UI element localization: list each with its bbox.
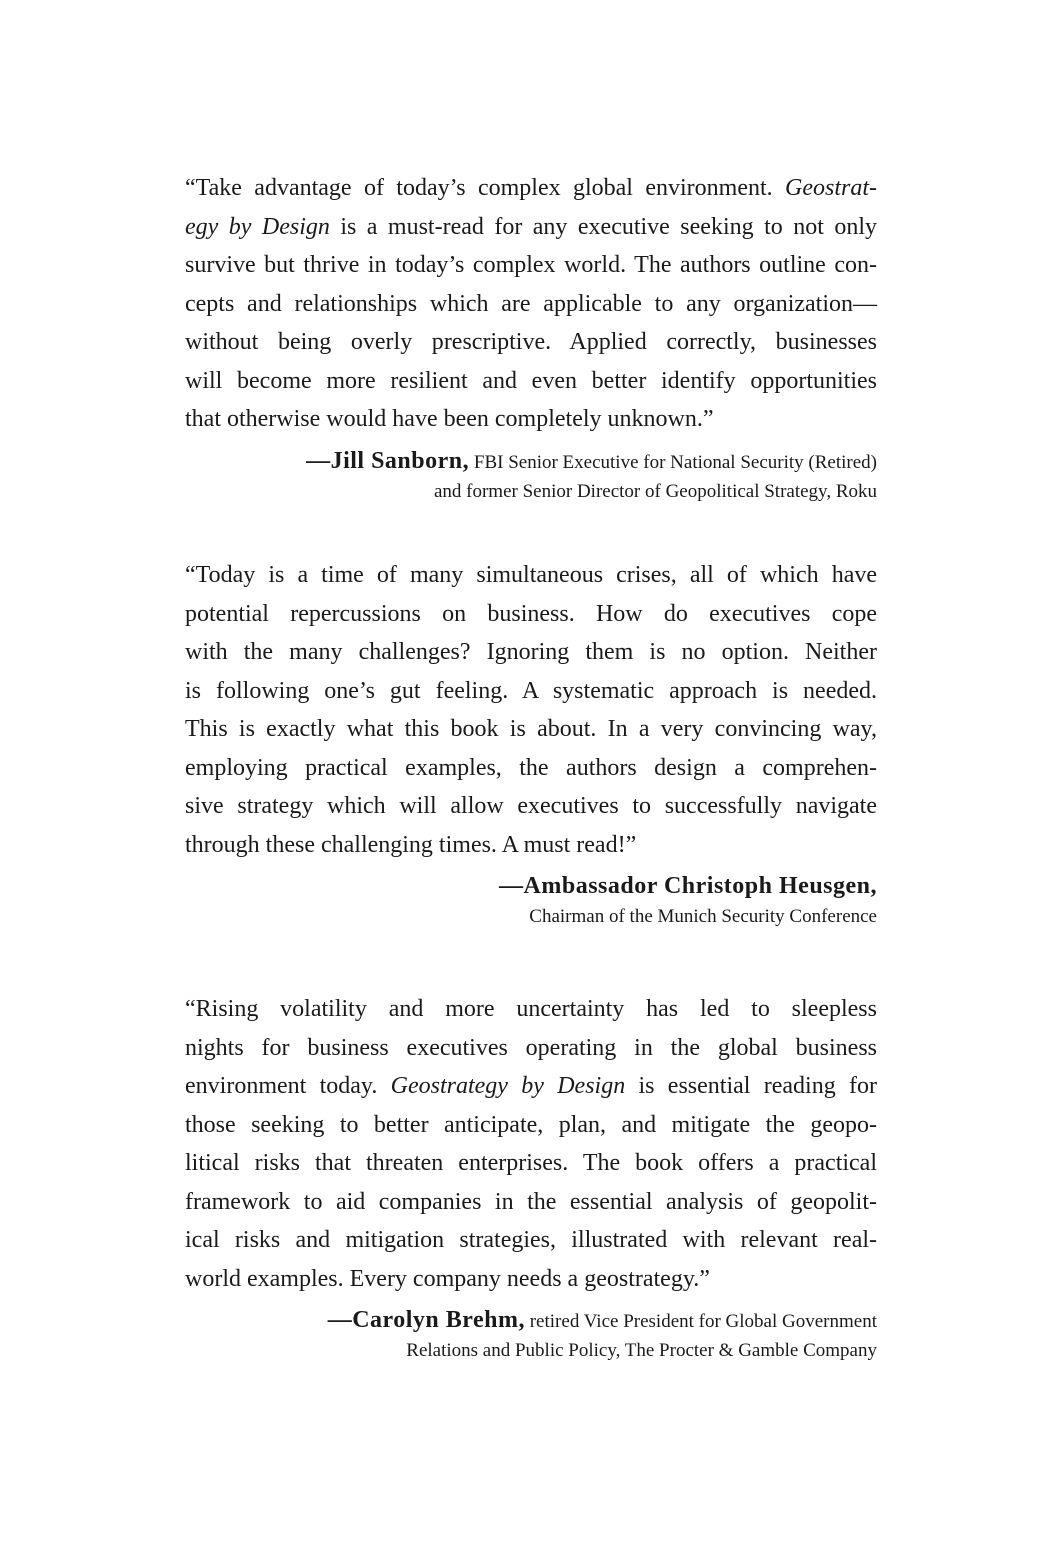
quote-line: employing practical examples, the authors design a comprehen- bbox=[185, 754, 877, 781]
quote-line: litical risks that threaten enterprises. The book offers a practical bbox=[185, 1150, 877, 1176]
quote-text bbox=[185, 990, 877, 1298]
quote-line: those seeking to better anticipate, plan, and mitigate the geopo- bbox=[185, 1111, 877, 1138]
quote-line: nights for business executives operating in the global business bbox=[185, 1034, 877, 1061]
quote-line: with the many challenges? Ignoring them is no option. Neither bbox=[185, 639, 877, 665]
quote-text bbox=[185, 556, 877, 864]
attribution bbox=[185, 447, 877, 506]
quote-line: survive but thrive in today’s complex world. The authors outline con- bbox=[185, 252, 877, 278]
author-role: Relations and Public Policy, The Procter & Gamble Company bbox=[406, 1340, 877, 1361]
quote-line: This is exactly what this book is about. In a very convincing way, bbox=[185, 716, 877, 742]
author-name: —Carolyn Brehm, bbox=[327, 1307, 525, 1333]
blurb-1 bbox=[185, 169, 877, 506]
quote-line: cepts and relationships which are applicable to any organization— bbox=[185, 290, 877, 317]
attribution bbox=[185, 1306, 877, 1365]
blurb-2 bbox=[185, 556, 877, 931]
quote-line: world examples. Every company needs a geostrategy.” bbox=[185, 1265, 710, 1292]
blurb-3 bbox=[185, 990, 877, 1365]
quote-text bbox=[185, 169, 877, 439]
quote-line: sive strategy which will allow executives to successfully navigate bbox=[185, 793, 877, 819]
author-role: Chairman of the Munich Security Conference bbox=[529, 906, 877, 927]
quote-line: without being overly prescriptive. Applied correctly, businesses bbox=[185, 329, 877, 355]
quote-line: potential repercussions on business. How do executives cope bbox=[185, 600, 877, 627]
author-role: retired Vice President for Global Government bbox=[524, 1311, 877, 1332]
author-name: —Ambassador Christoph Heusgen, bbox=[499, 873, 877, 899]
author-role: and former Senior Director of Geopolitical Strategy, Roku bbox=[433, 480, 877, 502]
quote-line: that otherwise would have been completely unknown.” bbox=[185, 406, 714, 432]
quote-line: through these challenging times. A must read!” bbox=[185, 831, 637, 858]
quote-line: ical risks and mitigation strategies, illustrated with relevant real- bbox=[185, 1227, 877, 1253]
quote-line: “Take advantage of today’s complex global environment. Geostrat- bbox=[185, 175, 877, 201]
quote-line: will become more resilient and even better identify opportunities bbox=[185, 367, 877, 394]
quote-line: egy by Design is a must-read for any executive seeking to not only bbox=[185, 213, 877, 240]
author-name: —Jill Sanborn, bbox=[306, 447, 470, 474]
quote-line: is following one’s gut feeling. A systematic approach is needed. bbox=[185, 677, 877, 704]
attribution bbox=[185, 872, 877, 931]
quote-line: framework to aid companies in the essential analysis of geopolit- bbox=[185, 1188, 877, 1215]
quote-line: “Rising volatility and more uncertainty has led to sleepless bbox=[185, 996, 877, 1022]
quote-line: environment today. Geostrategy by Design is essential reading for bbox=[185, 1073, 877, 1099]
quote-line: “Today is a time of many simultaneous crises, all of which have bbox=[185, 562, 877, 588]
author-role: FBI Senior Executive for National Security (Retired) bbox=[469, 451, 877, 473]
